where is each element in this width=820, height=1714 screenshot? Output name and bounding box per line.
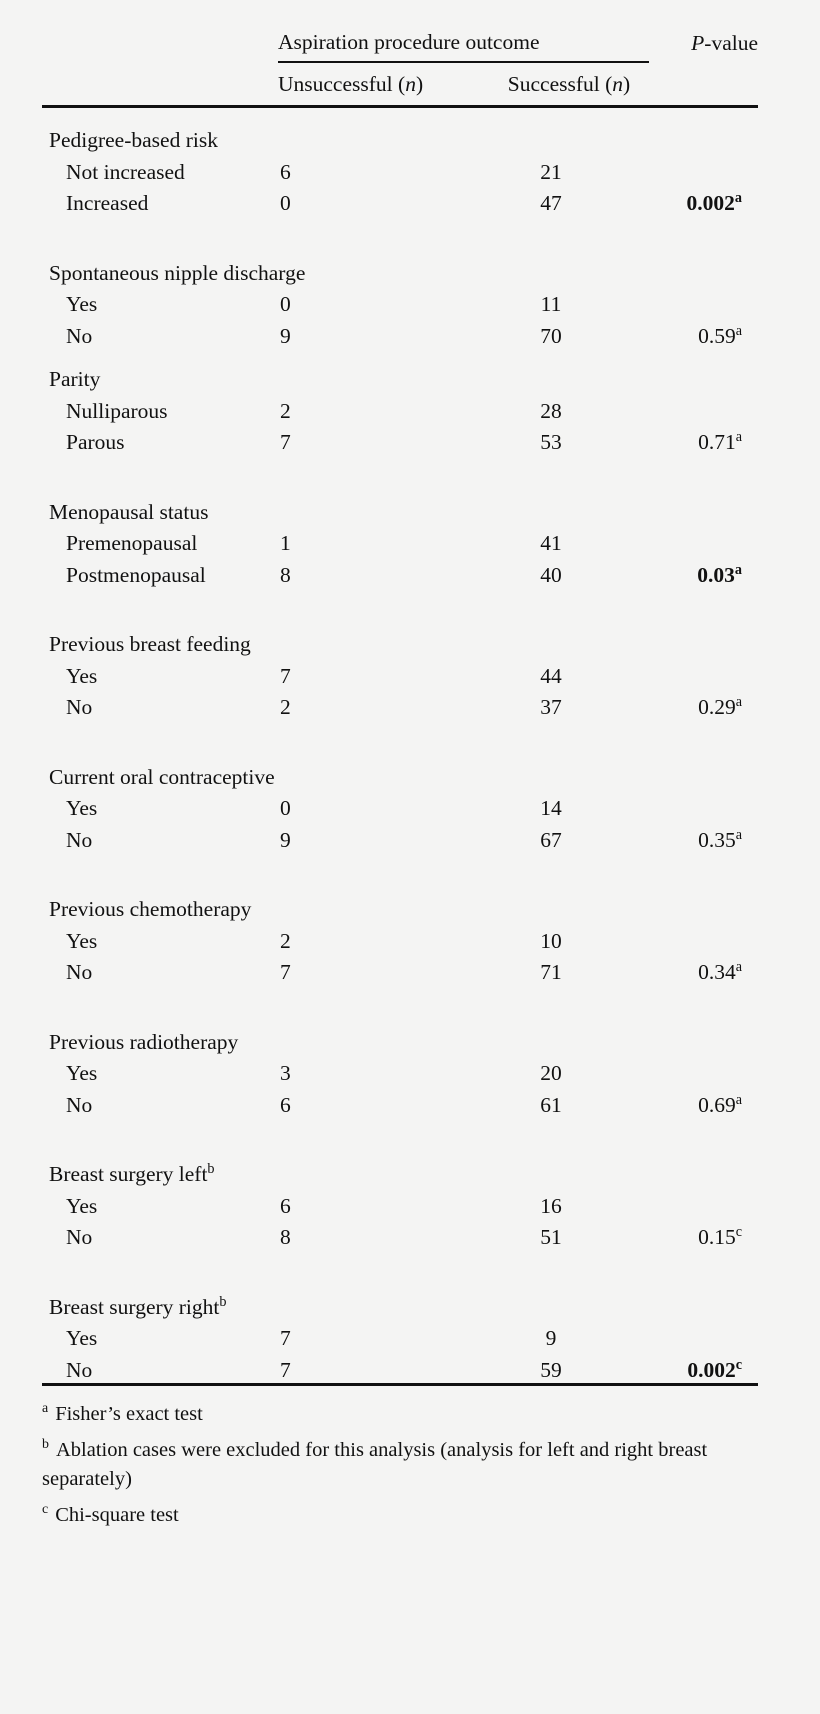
row-label: Not increased bbox=[66, 159, 185, 184]
group-gap-cell bbox=[42, 588, 758, 614]
row-label: Yes bbox=[66, 1193, 98, 1218]
group-label-footnote-marker: b bbox=[219, 1293, 227, 1310]
group-gap-cell bbox=[42, 456, 758, 482]
cell-pvalue: 0.34$^a$ bbox=[698, 958, 742, 984]
row-label: Yes bbox=[66, 1061, 98, 1085]
header-corner-cell-2 bbox=[42, 62, 278, 106]
footnote bbox=[42, 1400, 758, 1428]
cell-successful: 71 bbox=[540, 960, 562, 984]
row-label: Yes bbox=[66, 292, 98, 316]
pvalue-footnote-marker: a bbox=[734, 561, 742, 578]
header-spacer-cell bbox=[489, 0, 649, 22]
group-header-row bbox=[42, 243, 758, 287]
table-row bbox=[42, 1352, 758, 1385]
group-label-footnote-marker: b bbox=[207, 1160, 215, 1177]
group-header-row bbox=[42, 1144, 758, 1188]
cell-unsuccessful: 7 bbox=[280, 1357, 291, 1382]
table-row bbox=[42, 1219, 758, 1251]
cell-unsuccessful: 9 bbox=[280, 827, 291, 852]
group-label: Breast surgery left$^b$ bbox=[49, 1160, 215, 1186]
row-label: Nulliparous bbox=[66, 398, 168, 423]
cell-pvalue bbox=[649, 1188, 758, 1220]
pvalue-label-rest: -value bbox=[704, 31, 758, 55]
group-gap-cell bbox=[42, 217, 758, 243]
footnote bbox=[42, 1501, 758, 1529]
group-label: Menopausal status bbox=[49, 499, 209, 524]
cell-unsuccessful: 1 bbox=[280, 531, 291, 555]
cell-unsuccessful: 9 bbox=[280, 323, 291, 348]
pvalue-footnote-marker: a bbox=[735, 322, 742, 339]
group-gap-row bbox=[42, 1118, 758, 1144]
row-label: No bbox=[66, 1092, 93, 1117]
cell-pvalue: 0.03$^a$ bbox=[697, 561, 742, 587]
cell-pvalue bbox=[649, 154, 758, 186]
row-label: Postmenopausal bbox=[66, 562, 206, 587]
cell-pvalue: 0.002$^c$ bbox=[687, 1356, 742, 1382]
cell-successful: 9 bbox=[545, 1326, 557, 1350]
group-gap-row bbox=[42, 986, 758, 1012]
group-gap-row bbox=[42, 721, 758, 747]
cell-unsuccessful: 7 bbox=[280, 663, 291, 688]
header-spacer-cell bbox=[278, 0, 489, 22]
cell-successful: 53 bbox=[540, 430, 562, 454]
cell-pvalue bbox=[649, 658, 758, 690]
pvalue-footnote-marker: a bbox=[734, 189, 742, 206]
group-header-row bbox=[42, 107, 758, 154]
footnote-marker: b bbox=[42, 1437, 49, 1453]
cell-pvalue bbox=[649, 1320, 758, 1352]
footnote-marker: c bbox=[42, 1502, 49, 1518]
pvalue-italic-p: P bbox=[691, 31, 705, 55]
table-row bbox=[42, 525, 758, 557]
table-head bbox=[42, 0, 758, 107]
group-gap-row bbox=[42, 456, 758, 482]
cell-successful: 11 bbox=[540, 292, 562, 316]
row-label: No bbox=[66, 1225, 93, 1249]
row-label: No bbox=[66, 827, 93, 852]
cell-unsuccessful: 2 bbox=[280, 398, 291, 423]
cell-successful: 51 bbox=[540, 1225, 562, 1249]
row-label: Premenopausal bbox=[66, 531, 198, 555]
aspiration-outcome-table bbox=[42, 0, 758, 1386]
cell-unsuccessful: 6 bbox=[280, 1092, 291, 1117]
row-label: Increased bbox=[66, 191, 149, 215]
cell-unsuccessful: 8 bbox=[280, 1225, 291, 1249]
cell-successful: 44 bbox=[540, 663, 562, 688]
pvalue-footnote-marker: c bbox=[735, 1356, 742, 1373]
cell-successful: 47 bbox=[540, 191, 562, 215]
cell-pvalue: 0.59$^a$ bbox=[698, 322, 742, 348]
table-row bbox=[42, 790, 758, 822]
cell-successful: 70 bbox=[540, 323, 562, 348]
table-row bbox=[42, 1188, 758, 1220]
cell-unsuccessful: 0 bbox=[280, 191, 291, 215]
cell-successful: 61 bbox=[540, 1092, 562, 1117]
pvalue-footnote-marker: c bbox=[735, 1223, 742, 1240]
group-gap-row bbox=[42, 217, 758, 243]
group-header-row bbox=[42, 614, 758, 658]
cell-pvalue bbox=[649, 525, 758, 557]
cell-unsuccessful: 0 bbox=[280, 796, 291, 820]
table-row bbox=[42, 954, 758, 986]
table-row bbox=[42, 557, 758, 589]
group-header-row bbox=[42, 349, 758, 393]
row-label: No bbox=[66, 960, 93, 984]
group-gap-cell bbox=[42, 1118, 758, 1144]
header-corner-cell bbox=[42, 22, 278, 62]
pvalue-footnote-marker: a bbox=[735, 428, 742, 445]
cell-successful: 10 bbox=[540, 928, 562, 953]
cell-successful: 67 bbox=[540, 827, 562, 852]
successful-paren-close: ) bbox=[623, 71, 631, 96]
header-spacer-cell bbox=[649, 0, 758, 22]
header-empty-pvalue-cell bbox=[649, 62, 758, 106]
table-row bbox=[42, 822, 758, 854]
group-gap-cell bbox=[42, 721, 758, 747]
unsuccessful-label: Unsuccessful ( bbox=[278, 71, 406, 96]
cell-unsuccessful: 7 bbox=[280, 430, 291, 454]
group-header-row bbox=[42, 1012, 758, 1056]
group-gap-row bbox=[42, 588, 758, 614]
group-header-row bbox=[42, 1277, 758, 1321]
group-label: Breast surgery right$^b$ bbox=[49, 1293, 227, 1319]
table-row bbox=[42, 154, 758, 186]
cell-pvalue: 0.15$^c$ bbox=[698, 1223, 742, 1249]
group-label: Previous breast feeding bbox=[49, 632, 251, 656]
table-row bbox=[42, 393, 758, 425]
group-label: Current oral contraceptive bbox=[49, 764, 275, 789]
footnotes-block bbox=[42, 1386, 758, 1529]
cell-unsuccessful: 0 bbox=[280, 292, 291, 316]
cell-unsuccessful: 6 bbox=[280, 1193, 291, 1218]
cell-successful: 40 bbox=[540, 562, 562, 587]
cell-pvalue bbox=[649, 790, 758, 822]
unsuccessful-paren-close: ) bbox=[415, 71, 424, 96]
header-subcolumn-row bbox=[42, 62, 758, 106]
column-header-unsuccessful bbox=[278, 62, 489, 106]
group-gap-cell bbox=[42, 1251, 758, 1277]
column-header-successful bbox=[489, 62, 649, 106]
cell-pvalue bbox=[649, 286, 758, 318]
row-label: Parous bbox=[66, 430, 125, 454]
group-header-row bbox=[42, 879, 758, 923]
group-gap-cell bbox=[42, 986, 758, 1012]
group-label: Parity bbox=[49, 367, 101, 391]
cell-pvalue bbox=[649, 1055, 758, 1087]
row-label: Yes bbox=[66, 1326, 98, 1350]
cell-successful: 28 bbox=[540, 398, 562, 423]
footnote-text: Chi-square test bbox=[55, 1503, 179, 1526]
footnote-text: Ablation cases were excluded for this analysis (analysis for left and right breast separately) bbox=[42, 1439, 708, 1490]
table-row bbox=[42, 318, 758, 350]
group-label: Spontaneous nipple discharge bbox=[49, 260, 306, 285]
table-row bbox=[42, 1087, 758, 1119]
cell-pvalue: 0.71$^a$ bbox=[698, 428, 742, 454]
table-row bbox=[42, 923, 758, 955]
cell-pvalue: 0.29$^a$ bbox=[698, 693, 742, 719]
cell-unsuccessful: 2 bbox=[280, 695, 291, 719]
cell-successful: 41 bbox=[540, 531, 562, 555]
group-label: Previous chemotherapy bbox=[49, 897, 252, 921]
cell-pvalue bbox=[649, 923, 758, 955]
group-gap-cell bbox=[42, 853, 758, 879]
row-label: No bbox=[66, 323, 93, 348]
table-row bbox=[42, 1320, 758, 1352]
table-row bbox=[42, 1055, 758, 1087]
cell-pvalue bbox=[649, 393, 758, 425]
cell-unsuccessful: 3 bbox=[280, 1061, 291, 1085]
table-row bbox=[42, 424, 758, 456]
pvalue-footnote-marker: a bbox=[735, 826, 742, 843]
row-label: No bbox=[66, 695, 93, 719]
pvalue-footnote-marker: a bbox=[735, 693, 742, 710]
footnote-marker: a bbox=[42, 1401, 49, 1417]
cell-pvalue: 0.002$^a$ bbox=[686, 189, 742, 215]
column-group-header-outcome: Aspiration procedure outcome bbox=[278, 22, 649, 62]
group-header-row bbox=[42, 482, 758, 526]
table-body bbox=[42, 107, 758, 1385]
pvalue-footnote-marker: a bbox=[735, 1091, 742, 1108]
cell-successful: 37 bbox=[540, 695, 562, 719]
cell-successful: 21 bbox=[540, 159, 562, 184]
cell-pvalue: 0.69$^a$ bbox=[698, 1091, 742, 1117]
header-span-row bbox=[42, 22, 758, 62]
table-row bbox=[42, 658, 758, 690]
cell-unsuccessful: 2 bbox=[280, 928, 291, 953]
footnote bbox=[42, 1436, 758, 1493]
group-label: Previous radiotherapy bbox=[49, 1029, 239, 1054]
cell-successful: 20 bbox=[540, 1061, 562, 1085]
table-row bbox=[42, 286, 758, 318]
group-label: Pedigree-based risk bbox=[49, 128, 218, 152]
unsuccessful-n-italic: n bbox=[405, 71, 416, 96]
footnote-text: Fisher’s exact test bbox=[55, 1403, 203, 1425]
group-header-row bbox=[42, 747, 758, 791]
cell-unsuccessful: 8 bbox=[280, 562, 291, 587]
header-spacer-row bbox=[42, 0, 758, 22]
cell-successful: 14 bbox=[540, 796, 562, 820]
cell-unsuccessful: 7 bbox=[280, 1326, 291, 1350]
cell-successful: 59 bbox=[540, 1357, 562, 1382]
cell-unsuccessful: 6 bbox=[280, 159, 291, 184]
row-label: Yes bbox=[66, 663, 98, 688]
pvalue-footnote-marker: a bbox=[735, 958, 742, 975]
successful-label: Successful ( bbox=[507, 71, 613, 96]
header-spacer-cell bbox=[42, 0, 278, 22]
table-row bbox=[42, 185, 758, 217]
table-row bbox=[42, 689, 758, 721]
column-header-pvalue bbox=[649, 22, 758, 62]
row-label: Yes bbox=[66, 796, 98, 820]
group-gap-row bbox=[42, 853, 758, 879]
successful-n-italic: n bbox=[612, 71, 624, 96]
group-gap-row bbox=[42, 1251, 758, 1277]
row-label: No bbox=[66, 1357, 93, 1382]
cell-unsuccessful: 7 bbox=[280, 960, 291, 984]
cell-successful: 16 bbox=[540, 1193, 562, 1218]
row-label: Yes bbox=[66, 928, 98, 953]
cell-pvalue: 0.35$^a$ bbox=[698, 826, 742, 852]
